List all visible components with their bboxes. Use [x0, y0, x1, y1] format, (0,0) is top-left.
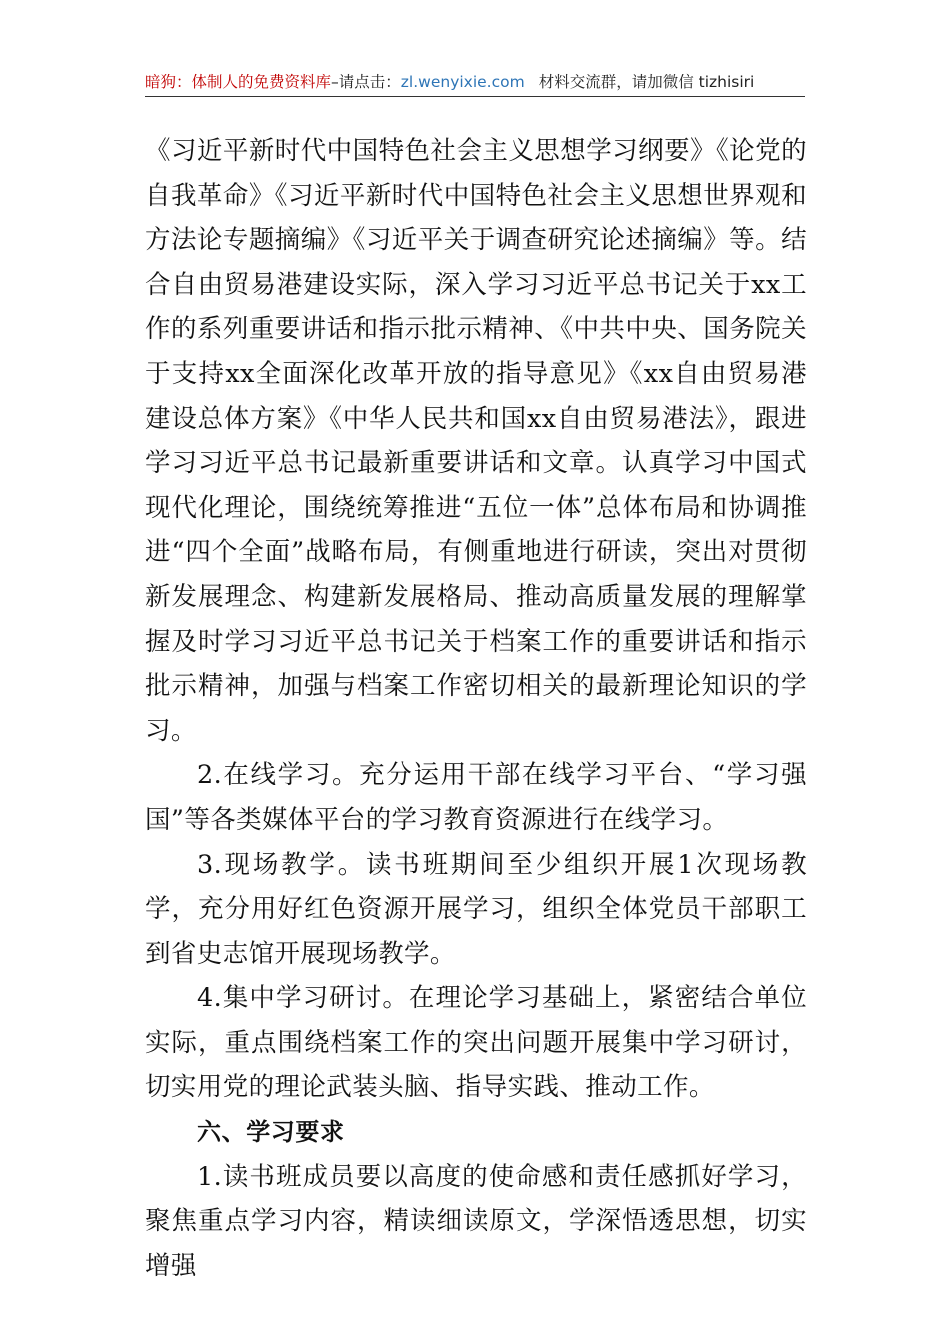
paragraph-requirement-1: 1.读书班成员要以高度的使命感和责任感抓好学习，聚焦重点学习内容，精读细读原文，学深悟透思想，切实增强 — [145, 1161, 807, 1281]
paragraph-onsite-teaching: 3.现场教学。读书班期间至少组织开展1次现场教学，充分用好红色资源开展学习，组织全体党员干部职工到省史志馆开展现场教学。 — [145, 849, 807, 969]
header-brand: 暗狗：体制人的免费资料库 — [145, 73, 332, 91]
header-link[interactable]: zl.wenyixie.com — [400, 73, 525, 91]
paragraph-online-learning: 2.在线学习。充分运用干部在线学习平台、“学习强国”等各类媒体平台的学习教育资源进行在线学习。 — [145, 760, 807, 835]
paragraph-group-study: 4.集中学习研讨。在理论学习基础上，紧密结合单位实际，重点围绕档案工作的突出问题开展集中学习研讨，切实用党的理论武装头脑、指导实践、推动工作。 — [145, 983, 807, 1103]
document-body — [145, 129, 807, 1288]
section-heading: 六、学习要求 — [197, 1118, 345, 1147]
page-header — [145, 70, 805, 94]
header-separator: –请点击： — [331, 73, 401, 91]
paragraph-reading-list: 《习近平新时代中国特色社会主义思想学习纲要》《论党的自我革命》《习近平新时代中国特色社会主义思想世界观和方法论专题摘编》《习近平关于调查研究论述摘编》等。结合自由贸易港建设实际，深入学习习近平总书记关于xx工作的系列重要讲话和指示批示精神、《中共中央、国务院关于支持xx全面深化改革开放的指导意见》《xx自由贸易港建设总体方案》《中华人民共和国xx自由贸易港法》，跟进学习习近平总书记最新重要讲话和文章。认真学习中国式现代化理论，围绕统筹推进“五位一体”总体布局和协调推进“四个全面”战略布局，有侧重地进行研读，突出对贯彻新发展理念、构建新发展格局、推动高质量发展的理解掌握及时学习习近平总书记关于档案工作的重要讲话和指示批示精神，加强与档案工作密切相关的最新理论知识的学习。 — [145, 136, 807, 746]
header-divider — [145, 96, 805, 97]
header-contact: 材料交流群，请加微信 tizhisiri — [538, 73, 755, 91]
